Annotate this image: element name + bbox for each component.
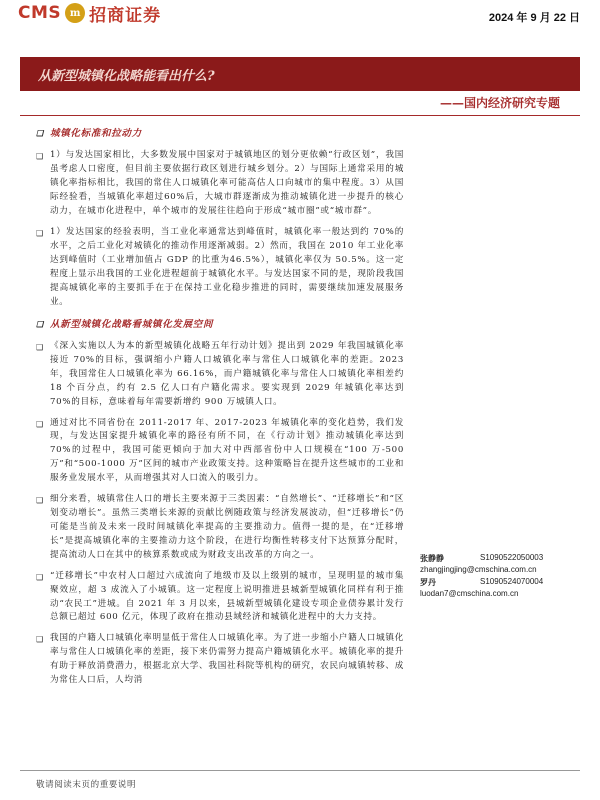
paragraph: ❑ 1）发达国家的经验表明，当工业化率通常达到峰值时，城镇化率一般达到约 70%的水平，之后工业化对城镇化的推动作用逐渐减弱。2）然而，我国在 2010 年工业化率达到峰值时（工业增加值占 GDP 的比重为46.5%），城镇化率仅为 50.5%。这一定程度上显示出我国的工业化进程超前于城镇化水平。与发达国家不同的是，现阶段我国提高城镇化率的主要抓手在于在保持工业化稳步推进的同时，需要继续加速发展服务业。 — [36, 226, 404, 307]
summary-body — [36, 126, 404, 695]
bullet-icon: ❑ — [36, 635, 44, 645]
report-subtitle: ——国内经济研究专题 — [439, 96, 560, 110]
bullet-icon: ❑ — [36, 572, 44, 582]
logo-en: CMS — [18, 3, 62, 23]
footer-rule — [20, 770, 580, 771]
analyst-id: S1090524070004 — [480, 577, 544, 586]
paragraph: ❑ “迁移增长”中农村人口超过六成流向了地级市及以上级别的城市，呈现明显的城市集聚效应，超 3 成流入了小城镇。这一定程度上说明推进县城新型城镇化同样有利于推动“农民工”进城。自 2021 年 3 月以来，县城新型城镇化建设专项企业债券累计发行总额已超过 600 亿元，体现了政府在推动县域经济和城镇化进程中的大力支持。 — [36, 570, 404, 623]
section-heading: ❑ 从新型城镇化战略看城镇化发展空间 — [36, 317, 404, 332]
logo-cn: 招商证券 — [89, 5, 162, 26]
header-rule — [20, 115, 580, 116]
analyst-email[interactable]: luodan7@cmschina.com.cn — [420, 589, 519, 598]
analyst-row — [420, 576, 590, 588]
analyst-name: 罗丹 — [420, 577, 436, 587]
paragraph: ❑ 我国的户籍人口城镇化率明显低于常住人口城镇化率。为了进一步缩小户籍人口城镇化率与常住人口城镇化率的差距，接下来仍需努力提高户籍城镇化水平。城镇化率的提升有助于释放消费潜力，根据北京大学、我国社科院等机构的研究，农民向城镇转移、成为常住人口后，人均消 — [36, 633, 404, 686]
report-date: 2024 年 9 月 22 日 — [488, 12, 580, 24]
logo-mark-icon: m — [65, 3, 85, 23]
paragraph: ❑ 《深入实施以人为本的新型城镇化战略五年行动计划》提出到 2029 年我国城镇化率接近 70%的目标，强调缩小户籍人口城镇化率与常住人口城镇化率的差距。2023 年，我国常住人口城镇化率为 66.16%，而户籍城镇化率与常住人口城镇化率相差约 18 个百分点，约有 2.5 亿人口有户籍化需求。要实现到 2029 年城镇化率达到 70%的目标，意味着每年需要新增约 900 万城镇人口。 — [36, 340, 404, 407]
bullet-icon: ❑ — [36, 496, 44, 506]
section-heading: ❑ 城镇化标准和拉动力 — [36, 126, 404, 141]
paragraph: ❑ 1）与发达国家相比，大多数发展中国家对于城镇地区的划分更依赖“行政区划”，我国虽考虑人口密度，但目前主要依据行政区划进行城乡划分。2）与国际上通常采用的城镇化率指标相比，我国的常住人口城镇化率可能高估人口向城市的集中程度。3）从国际经验看，当城镇化率超过60%后，大城市群逐渐成为推动城镇化进一步提升的核心动力，在城市化进程中，单个城市的发展往往趋向于形成“城市圈”或“城市群”。 — [36, 150, 404, 217]
paragraph: ❑ 细分来看，城镇常住人口的增长主要来源于三类因素：“自然增长”、“迁移增长”和“区划变动增长”。虽然三类增长来源的贡献比例随政策与经济发展波动，但“迁移增长”仍可能是当前及未来一段时间城镇化率提高的主要推动力。值得一提的是，在“迁移增长”是提高城镇化率的主要推动力这个阶段，在进行均衡性转移支付下达预算分配时，提高流动人口在其中的核算系数或成为财政支出改革的方向之一。 — [36, 494, 404, 560]
bullet-icon: ❑ — [36, 152, 44, 162]
paragraph: ❑ 通过对比不同省份在 2011-2017 年、2017-2023 年城镇化率的变化趋势，我们发现，与发达国家提升城镇化率的路径有所不同，在《行动计划》推动城镇化率达到 70%的过程中，我国可能更倾向于加大对中西部省份中人口规模在“100 万-500 万”和“500-1000 万”区间的城市产业政策支持。这种策略旨在提升这些城市的工业和服务业发展水平，从而增强其对人口流入的吸引力。 — [36, 417, 404, 484]
bullet-icon: ❑ — [36, 128, 44, 138]
analyst-id: S1090522050003 — [480, 553, 544, 562]
analyst-row — [420, 552, 590, 564]
bullet-icon: ❑ — [36, 419, 44, 429]
footer-note: 敬请阅读末页的重要说明 — [36, 780, 137, 790]
logo — [18, 0, 161, 26]
analyst-name: 张静静 — [420, 553, 444, 563]
analyst-email[interactable]: zhangjingjing@cmschina.com.cn — [420, 565, 537, 574]
bullet-icon: ❑ — [36, 318, 44, 329]
bullet-icon: ❑ — [36, 228, 44, 238]
report-title: 从新型城镇化战略能看出什么? — [38, 69, 215, 84]
title-banner — [20, 57, 580, 91]
bullet-icon: ❑ — [36, 342, 44, 352]
analyst-panel — [420, 552, 590, 600]
